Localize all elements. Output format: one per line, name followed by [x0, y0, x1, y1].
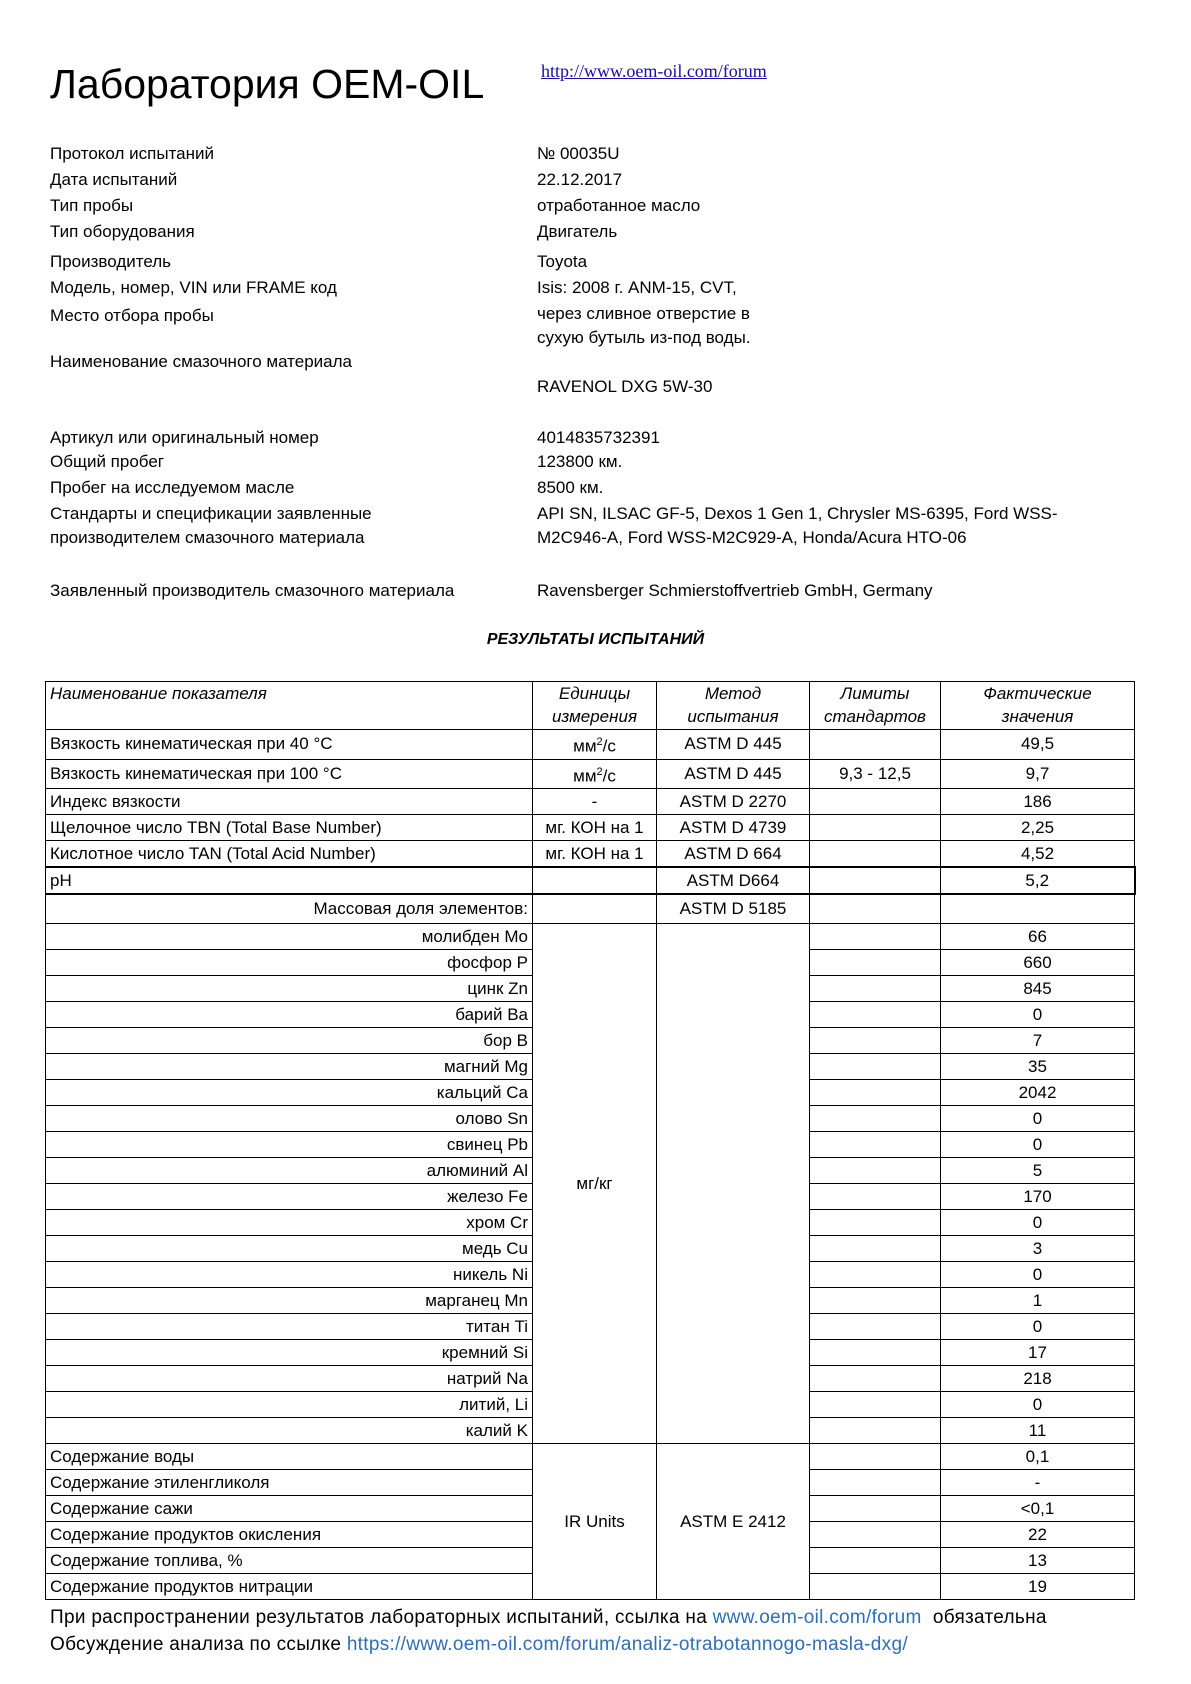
- element-name: молибден Mo: [46, 924, 533, 950]
- element-limit: [810, 950, 941, 976]
- result-value: 186: [941, 789, 1135, 815]
- model-label: Модель, номер, VIN или FRAME код: [50, 278, 337, 297]
- element-value: 7: [941, 1028, 1135, 1054]
- element-limit: [810, 924, 941, 950]
- element-limit: [810, 1392, 941, 1418]
- protocol-value: № 00035U: [537, 144, 620, 163]
- ir-name: Содержание продуктов нитрации: [46, 1574, 533, 1600]
- ir-limit: [810, 1444, 941, 1470]
- page-title: Лаборатория OEM-OIL: [50, 61, 485, 107]
- sampling-value-2: сухую бутыль из-под воды.: [537, 328, 751, 347]
- ir-limit: [810, 1522, 941, 1548]
- result-row: [46, 815, 1135, 841]
- protocol-label: Протокол испытаний: [50, 144, 215, 163]
- results-table: [45, 681, 1136, 1600]
- result-row: [46, 730, 1135, 760]
- element-value: 0: [941, 1210, 1135, 1236]
- element-name: магний Mg: [46, 1054, 533, 1080]
- element-name: марганец Mn: [46, 1288, 533, 1314]
- element-value: 0: [941, 1262, 1135, 1288]
- result-unit: $мм^2/с$: [533, 730, 657, 760]
- element-value: 0: [941, 1002, 1135, 1028]
- standards-value-1: API SN, ILSAC GF-5, Dexos 1 Gen 1, Chrysler MS-6395, Ford WSS-: [537, 504, 1058, 523]
- result-unit: мг. КОН на 1: [533, 815, 657, 841]
- ir-value: 13: [941, 1548, 1135, 1574]
- element-name: литий, Li: [46, 1392, 533, 1418]
- elements-header-row: [46, 894, 1135, 924]
- result-unit: $мм^2/с$: [533, 759, 657, 789]
- element-name: барий Ba: [46, 1002, 533, 1028]
- equipment-value: Двигатель: [537, 222, 618, 241]
- header-method: Метод испытания: [657, 682, 810, 730]
- ir-limit: [810, 1548, 941, 1574]
- date-label: Дата испытаний: [50, 170, 178, 189]
- result-method: ASTM D 2270: [657, 789, 810, 815]
- total-mileage-label: Общий пробег: [50, 452, 164, 471]
- sampling-value-1: через сливное отверстие в: [537, 304, 750, 323]
- element-limit: [810, 1054, 941, 1080]
- ir-limit: [810, 1496, 941, 1522]
- result-method: ASTM D 4739: [657, 815, 810, 841]
- element-row: [46, 924, 1135, 950]
- footer-line-1: При распространении результатов лабораторных испытаний, ссылка на www.oem-oil.com/forum обязательна: [50, 1607, 1047, 1628]
- element-name: натрий Na: [46, 1366, 533, 1392]
- results-title: РЕЗУЛЬТАТЫ ИСПЫТАНИЙ: [486, 631, 705, 648]
- result-row: [46, 841, 1135, 868]
- article-label: Артикул или оригинальный номер: [50, 428, 319, 447]
- elements-header-unit: [533, 894, 657, 924]
- standards-value-2: M2C946-A, Ford WSS-M2C929-A, Honda/Acura HTO-06: [537, 528, 967, 547]
- ir-name: Содержание этиленгликоля: [46, 1470, 533, 1496]
- result-method: ASTM D664: [657, 867, 810, 894]
- element-value: 845: [941, 976, 1135, 1002]
- producer-label: Заявленный производитель смазочного материала: [50, 581, 455, 600]
- result-limit: [810, 730, 941, 760]
- element-limit: [810, 1184, 941, 1210]
- element-name: алюминий Al: [46, 1158, 533, 1184]
- element-value: 3: [941, 1236, 1135, 1262]
- element-name: медь Cu: [46, 1236, 533, 1262]
- lubricant-value: RAVENOL DXG 5W-30: [537, 377, 713, 396]
- oil-mileage-label: Пробег на исследуемом масле: [50, 478, 295, 497]
- result-name: Вязкость кинематическая при 100 °С: [46, 759, 533, 789]
- result-limit: [810, 789, 941, 815]
- header-limits: Лимиты стандартов: [810, 682, 941, 730]
- oil-mileage-value: 8500 км.: [537, 478, 604, 497]
- result-name: Индекс вязкости: [46, 789, 533, 815]
- model-value: Isis: 2008 г. ANM-15, CVT,: [537, 278, 737, 297]
- element-name: железо Fe: [46, 1184, 533, 1210]
- element-limit: [810, 1288, 941, 1314]
- result-value: 49,5: [941, 730, 1135, 760]
- ir-name: Содержание топлива, %: [46, 1548, 533, 1574]
- ir-value: 19: [941, 1574, 1135, 1600]
- element-value: 11: [941, 1418, 1135, 1444]
- element-limit: [810, 1080, 941, 1106]
- sampling-label: Место отбора пробы: [50, 306, 214, 325]
- element-value: 5: [941, 1158, 1135, 1184]
- standards-label-1: Стандарты и спецификации заявленные: [50, 504, 372, 523]
- result-limit: [810, 841, 941, 868]
- element-limit: [810, 1158, 941, 1184]
- header-units: Единицы измерения: [533, 682, 657, 730]
- result-limit: [810, 815, 941, 841]
- element-limit: [810, 1418, 941, 1444]
- result-limit: 9,3 - 12,5: [810, 759, 941, 789]
- element-limit: [810, 1210, 941, 1236]
- standards-label-2: производителем смазочного материала: [50, 528, 365, 547]
- ir-name: Содержание воды: [46, 1444, 533, 1470]
- result-unit: [533, 867, 657, 894]
- ir-value: -: [941, 1470, 1135, 1496]
- element-name: бор B: [46, 1028, 533, 1054]
- elements-unit: мг/кг: [533, 924, 657, 1444]
- element-name: фосфор P: [46, 950, 533, 976]
- ir-limit: [810, 1470, 941, 1496]
- element-limit: [810, 976, 941, 1002]
- elements-method: ASTM D 5185: [657, 894, 810, 924]
- element-name: свинец Pb: [46, 1132, 533, 1158]
- element-limit: [810, 1028, 941, 1054]
- manufacturer-label: Производитель: [50, 252, 172, 271]
- element-value: 0: [941, 1392, 1135, 1418]
- ir-row: [46, 1444, 1135, 1470]
- result-row: [46, 867, 1135, 894]
- element-limit: [810, 1106, 941, 1132]
- element-value: 660: [941, 950, 1135, 976]
- results-header-row: [46, 682, 1135, 730]
- element-name: кремний Si: [46, 1340, 533, 1366]
- element-limit: [810, 1340, 941, 1366]
- elements-label: Массовая доля элементов:: [46, 894, 533, 924]
- element-value: 1: [941, 1288, 1135, 1314]
- elements-header-limit: [810, 894, 941, 924]
- element-name: олово Sn: [46, 1106, 533, 1132]
- manufacturer-value: Toyota: [537, 252, 588, 271]
- element-limit: [810, 1002, 941, 1028]
- result-unit: -: [533, 789, 657, 815]
- ir-name: Содержание сажи: [46, 1496, 533, 1522]
- ir-limit: [810, 1574, 941, 1600]
- element-value: 170: [941, 1184, 1135, 1210]
- result-value: 9,7: [941, 759, 1135, 789]
- element-value: 66: [941, 924, 1135, 950]
- header-actual: Фактические значения: [941, 682, 1135, 730]
- result-row: [46, 789, 1135, 815]
- element-value: 17: [941, 1340, 1135, 1366]
- forum-link[interactable]: http://www.oem-oil.com/forum: [541, 61, 767, 81]
- element-name: цинк Zn: [46, 976, 533, 1002]
- element-name: хром Cr: [46, 1210, 533, 1236]
- element-value: 0: [941, 1106, 1135, 1132]
- element-limit: [810, 1366, 941, 1392]
- element-name: никель Ni: [46, 1262, 533, 1288]
- ir-value: 22: [941, 1522, 1135, 1548]
- result-method: ASTM D 445: [657, 759, 810, 789]
- result-method: ASTM D 664: [657, 841, 810, 868]
- sample-type-label: Тип пробы: [50, 196, 134, 215]
- elements-method-blank: [657, 924, 810, 1444]
- ir-method: ASTM E 2412: [657, 1444, 810, 1600]
- element-limit: [810, 1262, 941, 1288]
- element-value: 218: [941, 1366, 1135, 1392]
- element-name: кальций Ca: [46, 1080, 533, 1106]
- result-limit: [810, 867, 941, 894]
- ir-unit: IR Units: [533, 1444, 657, 1600]
- producer-value: Ravensberger Schmierstoffvertrieb GmbH, Germany: [537, 581, 933, 600]
- header-name: Наименование показателя: [46, 682, 533, 730]
- result-value: 2,25: [941, 815, 1135, 841]
- footer-line-2: Обсуждение анализа по ссылке https://www.oem-oil.com/forum/analiz-otrabotannogo-masla-dxg/: [50, 1634, 908, 1655]
- result-value: 4,52: [941, 841, 1135, 868]
- element-name: калий K: [46, 1418, 533, 1444]
- result-name: Вязкость кинематическая при 40 °С: [46, 730, 533, 760]
- element-value: 2042: [941, 1080, 1135, 1106]
- result-name: Кислотное число TAN (Total Acid Number): [46, 841, 533, 868]
- elements-header-value: [941, 894, 1135, 924]
- element-limit: [810, 1314, 941, 1340]
- element-value: 0: [941, 1132, 1135, 1158]
- element-limit: [810, 1132, 941, 1158]
- result-unit: мг. КОН на 1: [533, 841, 657, 868]
- lubricant-label: Наименование смазочного материала: [50, 352, 353, 371]
- ir-name: Содержание продуктов окисления: [46, 1522, 533, 1548]
- result-value: 5,2: [941, 867, 1135, 894]
- footer-discussion-link[interactable]: https://www.oem-oil.com/forum/analiz-otrabotannogo-masla-dxg/: [346, 1634, 908, 1655]
- date-value: 22.12.2017: [537, 170, 623, 189]
- result-row: [46, 759, 1135, 789]
- ir-value: 0,1: [941, 1444, 1135, 1470]
- total-mileage-value: 123800 км.: [537, 452, 623, 471]
- element-value: 0: [941, 1314, 1135, 1340]
- element-value: 35: [941, 1054, 1135, 1080]
- result-name: pH: [46, 867, 533, 894]
- element-name: титан Ti: [46, 1314, 533, 1340]
- sample-type-value: отработанное масло: [537, 196, 701, 215]
- result-name: Щелочное число TBN (Total Base Number): [46, 815, 533, 841]
- article-value: 4014835732391: [537, 428, 660, 447]
- equipment-label: Тип оборудования: [50, 222, 195, 241]
- footer-forum-link[interactable]: www.oem-oil.com/forum: [712, 1607, 922, 1628]
- result-method: ASTM D 445: [657, 730, 810, 760]
- element-limit: [810, 1236, 941, 1262]
- ir-value: <0,1: [941, 1496, 1135, 1522]
